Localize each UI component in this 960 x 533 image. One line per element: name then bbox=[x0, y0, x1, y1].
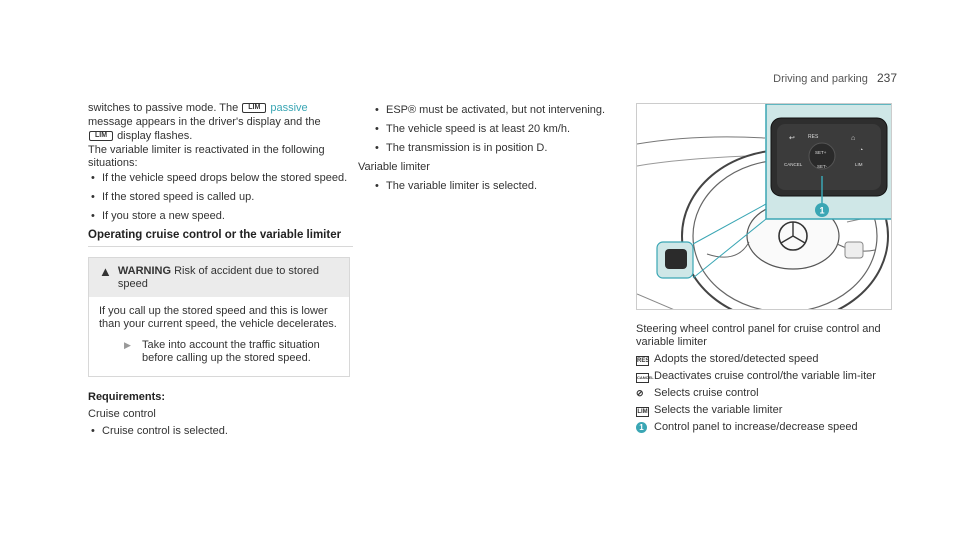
right-column bbox=[636, 102, 898, 434]
legend-row-res bbox=[636, 353, 898, 366]
warning-title bbox=[118, 265, 339, 291]
list-item: • The variable limiter is selected. bbox=[372, 180, 617, 193]
legend-text: Selects the variable limiter bbox=[654, 404, 783, 416]
back-icon: ↩ bbox=[789, 135, 795, 142]
list-item: • If you store a new speed. bbox=[88, 210, 353, 223]
steering-wheel-figure bbox=[636, 103, 892, 310]
requirements-list bbox=[372, 104, 617, 155]
figure-caption: Steering wheel control panel for cruise control and variable limiter bbox=[636, 323, 881, 348]
cruise-list bbox=[88, 425, 353, 438]
warning-title-text: Risk of accident due to stored speed bbox=[117, 265, 319, 290]
set-plus-label: SET+ bbox=[815, 150, 827, 155]
callout-number: 1 bbox=[819, 205, 825, 216]
display-flashes-text: display flashes. bbox=[117, 130, 193, 142]
passive-text: passive bbox=[270, 102, 308, 114]
speedometer-icon: ◔ bbox=[859, 147, 864, 154]
cancel-icon bbox=[636, 370, 654, 383]
intro-line-3 bbox=[88, 130, 353, 143]
section-title: Driving and parking bbox=[773, 73, 868, 85]
home-icon: ⌂ bbox=[851, 135, 856, 142]
lim-badge-2: LIM bbox=[89, 131, 113, 141]
legend-text: Deactivates cruise control/the variable lim-iter bbox=[654, 370, 876, 382]
warning-label: WARNING bbox=[117, 265, 172, 277]
intro-line-1 bbox=[88, 102, 353, 115]
legend-row-panel bbox=[636, 421, 898, 434]
legend-row-cruise bbox=[636, 387, 898, 400]
intro-line-2: message appears in the driver's display and the bbox=[88, 116, 321, 128]
list-item: • Cruise control is selected. bbox=[88, 425, 353, 438]
legend-text: Adopts the stored/detected speed bbox=[654, 353, 819, 365]
warning-triangle-icon: ▲ bbox=[99, 264, 112, 279]
legend-text: Selects cruise control bbox=[654, 387, 759, 399]
res-badge: RES bbox=[637, 358, 650, 364]
set-minus-label: SET- bbox=[817, 164, 828, 169]
list-item: • The vehicle speed is at least 20 km/h. bbox=[372, 123, 617, 136]
warning-header bbox=[89, 258, 349, 297]
callout-badge: 1 bbox=[636, 422, 647, 433]
cruise-control-label: Cruise control bbox=[88, 408, 156, 420]
operating-heading: Operating cruise control or the variable limiter bbox=[88, 229, 353, 247]
left-column bbox=[88, 102, 353, 444]
res-label: RES bbox=[808, 134, 819, 140]
list-item: • If the vehicle speed drops below the stored speed. bbox=[88, 172, 353, 185]
variable-limiter-label: Variable limiter bbox=[358, 161, 430, 173]
warning-box bbox=[88, 257, 350, 377]
steering-wheel-illustration bbox=[637, 104, 892, 310]
warning-text: If you call up the stored speed and this is lower than your current speed, the vehicle decelerates. bbox=[99, 305, 337, 330]
callout-icon bbox=[636, 421, 654, 434]
speedometer-icon: ⊘ bbox=[636, 388, 644, 398]
warning-step: ▶ Take into account the traffic situation before calling up the stored speed. bbox=[128, 339, 339, 365]
lim-label: LIM bbox=[855, 162, 863, 167]
cancel-label: CANCEL bbox=[784, 162, 803, 167]
situation-list bbox=[88, 172, 353, 223]
legend-text: Control panel to increase/decrease speed bbox=[654, 421, 858, 433]
cancel-badge: CANCEL bbox=[636, 373, 649, 383]
page-number: 237 bbox=[876, 71, 897, 85]
lim-badge: LIM bbox=[242, 103, 266, 113]
list-item: • If the stored speed is called up. bbox=[88, 191, 353, 204]
middle-column bbox=[352, 102, 617, 199]
requirements-heading: Requirements: bbox=[88, 391, 166, 403]
list-item: • The transmission is in position D. bbox=[372, 142, 617, 155]
lim-badge: LIM bbox=[637, 409, 648, 415]
lim-icon bbox=[636, 404, 654, 417]
warning-body bbox=[89, 297, 349, 376]
legend-row-cancel bbox=[636, 370, 898, 383]
limiter-list bbox=[372, 180, 617, 193]
res-icon bbox=[636, 353, 654, 366]
legend-row-lim bbox=[636, 404, 898, 417]
reactivated-text: The variable limiter is reactivated in the following situations: bbox=[88, 144, 325, 169]
page-header bbox=[773, 72, 897, 86]
list-item: • ESP® must be activated, but not intervening. bbox=[372, 104, 617, 117]
intro-text: switches to passive mode. The bbox=[88, 102, 239, 114]
